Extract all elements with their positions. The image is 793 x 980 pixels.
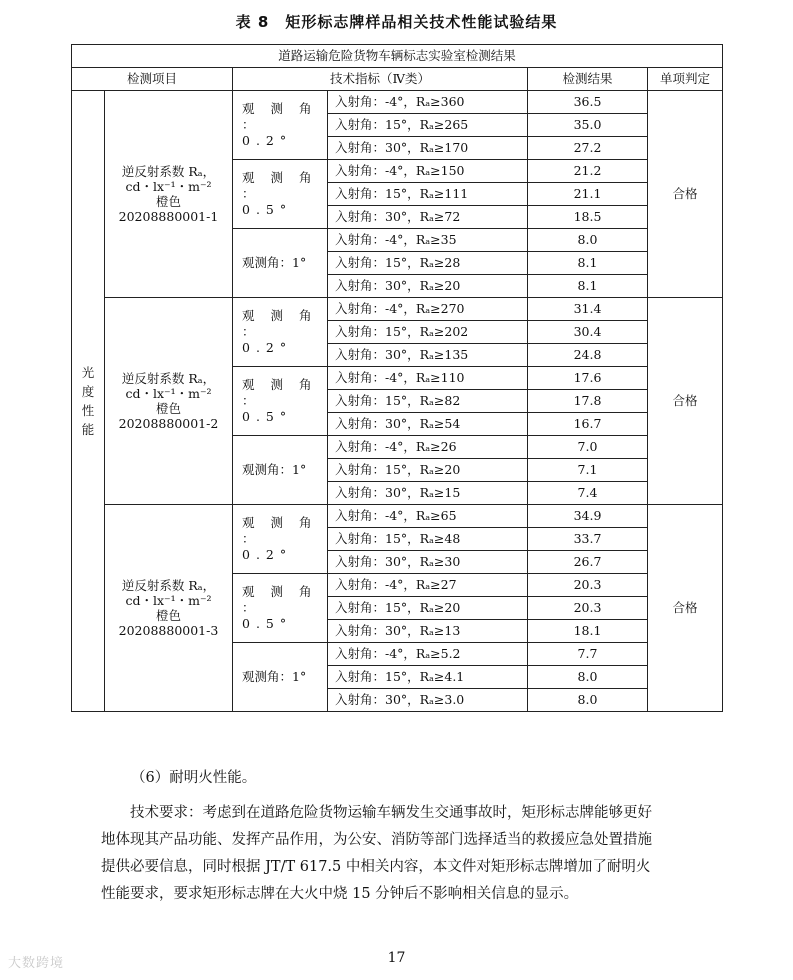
results-table-body bbox=[72, 45, 723, 712]
test-result: 18.5 bbox=[528, 206, 648, 229]
test-result: 21.2 bbox=[528, 160, 648, 183]
test-result: 17.6 bbox=[528, 367, 648, 390]
test-result: 8.1 bbox=[528, 252, 648, 275]
table-title: 表 8 矩形标志牌样品相关技术性能试验结果 bbox=[235, 13, 558, 31]
header-item: 检测项目 bbox=[72, 68, 233, 91]
test-result: 26.7 bbox=[528, 551, 648, 574]
incidence-condition: 入射角：30°，Rₐ≥30 bbox=[328, 551, 528, 574]
observation-angle: 观 测 角 ： 0.2° bbox=[233, 91, 328, 160]
test-result: 30.4 bbox=[528, 321, 648, 344]
test-result: 7.1 bbox=[528, 459, 648, 482]
table-caption: 道路运输危险货物车辆标志实验室检测结果 bbox=[72, 45, 723, 68]
test-result: 21.1 bbox=[528, 183, 648, 206]
header-spec: 技术指标（Ⅳ类） bbox=[233, 68, 528, 91]
test-result: 8.0 bbox=[528, 229, 648, 252]
test-result: 27.2 bbox=[528, 137, 648, 160]
incidence-condition: 入射角：15°，Rₐ≥111 bbox=[328, 183, 528, 206]
watermark: 大数跨境 bbox=[8, 956, 65, 971]
category-cell bbox=[72, 91, 105, 712]
incidence-condition: 入射角：15°，Rₐ≥202 bbox=[328, 321, 528, 344]
incidence-condition: 入射角：-4°，Rₐ≥5.2 bbox=[328, 643, 528, 666]
test-result: 17.8 bbox=[528, 390, 648, 413]
header-result: 检测结果 bbox=[528, 68, 648, 91]
observation-angle: 观 测 角 ： 0.2° bbox=[233, 505, 328, 574]
table-row bbox=[72, 298, 723, 321]
incidence-condition: 入射角：15°，Rₐ≥265 bbox=[328, 114, 528, 137]
incidence-condition: 入射角：15°，Rₐ≥82 bbox=[328, 390, 528, 413]
incidence-condition: 入射角：15°，Rₐ≥20 bbox=[328, 459, 528, 482]
test-result: 18.1 bbox=[528, 620, 648, 643]
test-result: 35.0 bbox=[528, 114, 648, 137]
observation-angle: 观测角：1° bbox=[233, 436, 328, 505]
test-result: 33.7 bbox=[528, 528, 648, 551]
incidence-condition: 入射角：15°，Rₐ≥28 bbox=[328, 252, 528, 275]
incidence-condition: 入射角：30°，Rₐ≥54 bbox=[328, 413, 528, 436]
observation-angle: 观 测 角 ： 0.5° bbox=[233, 160, 328, 229]
judgment: 合格 bbox=[648, 298, 723, 505]
observation-angle: 观测角：1° bbox=[233, 229, 328, 298]
test-result: 20.3 bbox=[528, 597, 648, 620]
sample-label: 逆反射系数 Rₐ， cd・lx⁻¹・m⁻² 橙色 20208880001-1 bbox=[105, 91, 233, 298]
incidence-condition: 入射角：-4°，Rₐ≥35 bbox=[328, 229, 528, 252]
observation-angle: 观测角：1° bbox=[233, 643, 328, 712]
results-table bbox=[71, 44, 723, 712]
incidence-condition: 入射角：30°，Rₐ≥15 bbox=[328, 482, 528, 505]
sample-label: 逆反射系数 Rₐ， cd・lx⁻¹・m⁻² 橙色 20208880001-3 bbox=[105, 505, 233, 712]
observation-angle: 观 测 角 ： 0.2° bbox=[233, 298, 328, 367]
incidence-condition: 入射角：-4°，Rₐ≥110 bbox=[328, 367, 528, 390]
incidence-condition: 入射角：15°，Rₐ≥4.1 bbox=[328, 666, 528, 689]
table-row bbox=[72, 91, 723, 114]
incidence-condition: 入射角：-4°，Rₐ≥26 bbox=[328, 436, 528, 459]
judgment: 合格 bbox=[648, 505, 723, 712]
sample-label: 逆反射系数 Rₐ， cd・lx⁻¹・m⁻² 橙色 20208880001-2 bbox=[105, 298, 233, 505]
test-result: 7.7 bbox=[528, 643, 648, 666]
section-heading: （6）耐明火性能。 bbox=[131, 770, 257, 786]
incidence-condition: 入射角：30°，Rₐ≥72 bbox=[328, 206, 528, 229]
header-judge: 单项判定 bbox=[648, 68, 723, 91]
paragraph bbox=[101, 800, 741, 908]
observation-angle: 观 测 角 ： 0.5° bbox=[233, 367, 328, 436]
test-result: 7.0 bbox=[528, 436, 648, 459]
incidence-condition: 入射角：15°，Rₐ≥20 bbox=[328, 597, 528, 620]
incidence-condition: 入射角：15°，Rₐ≥48 bbox=[328, 528, 528, 551]
incidence-condition: 入射角：30°，Rₐ≥170 bbox=[328, 137, 528, 160]
incidence-condition: 入射角：-4°，Rₐ≥150 bbox=[328, 160, 528, 183]
incidence-condition: 入射角：-4°，Rₐ≥360 bbox=[328, 91, 528, 114]
incidence-condition: 入射角：30°，Rₐ≥3.0 bbox=[328, 689, 528, 712]
test-result: 31.4 bbox=[528, 298, 648, 321]
table-row bbox=[72, 505, 723, 528]
test-result: 8.0 bbox=[528, 689, 648, 712]
paragraph-line-2: 地体现其产品功能、发挥产品作用，为公安、消防等部门选择适当的救援应急处置措施 bbox=[101, 832, 652, 848]
table-caption-row bbox=[72, 45, 723, 68]
test-result: 8.0 bbox=[528, 666, 648, 689]
test-result: 34.9 bbox=[528, 505, 648, 528]
test-result: 24.8 bbox=[528, 344, 648, 367]
incidence-condition: 入射角：30°，Rₐ≥13 bbox=[328, 620, 528, 643]
paragraph-line-1: 技术要求：考虑到在道路危险货物运输车辆发生交通事故时，矩形标志牌能够更好 bbox=[130, 805, 652, 821]
page-number: 17 bbox=[387, 950, 406, 966]
test-result: 8.1 bbox=[528, 275, 648, 298]
incidence-condition: 入射角：-4°，Rₐ≥270 bbox=[328, 298, 528, 321]
incidence-condition: 入射角：-4°，Rₐ≥65 bbox=[328, 505, 528, 528]
test-result: 36.5 bbox=[528, 91, 648, 114]
test-result: 20.3 bbox=[528, 574, 648, 597]
category-label: 光度性能 bbox=[81, 365, 95, 437]
judgment: 合格 bbox=[648, 91, 723, 298]
incidence-condition: 入射角：30°，Rₐ≥135 bbox=[328, 344, 528, 367]
table-header-row bbox=[72, 68, 723, 91]
test-result: 16.7 bbox=[528, 413, 648, 436]
observation-angle: 观 测 角 ： 0.5° bbox=[233, 574, 328, 643]
incidence-condition: 入射角：30°，Rₐ≥20 bbox=[328, 275, 528, 298]
test-result: 7.4 bbox=[528, 482, 648, 505]
paragraph-line-3: 提供必要信息，同时根据 JT/T 617.5 中相关内容，本文件对矩形标志牌增加了耐明火 bbox=[101, 859, 651, 875]
paragraph-line-4: 性能要求，要求矩形标志牌在大火中烧 15 分钟后不影响相关信息的显示。 bbox=[101, 886, 579, 902]
incidence-condition: 入射角：-4°，Rₐ≥27 bbox=[328, 574, 528, 597]
